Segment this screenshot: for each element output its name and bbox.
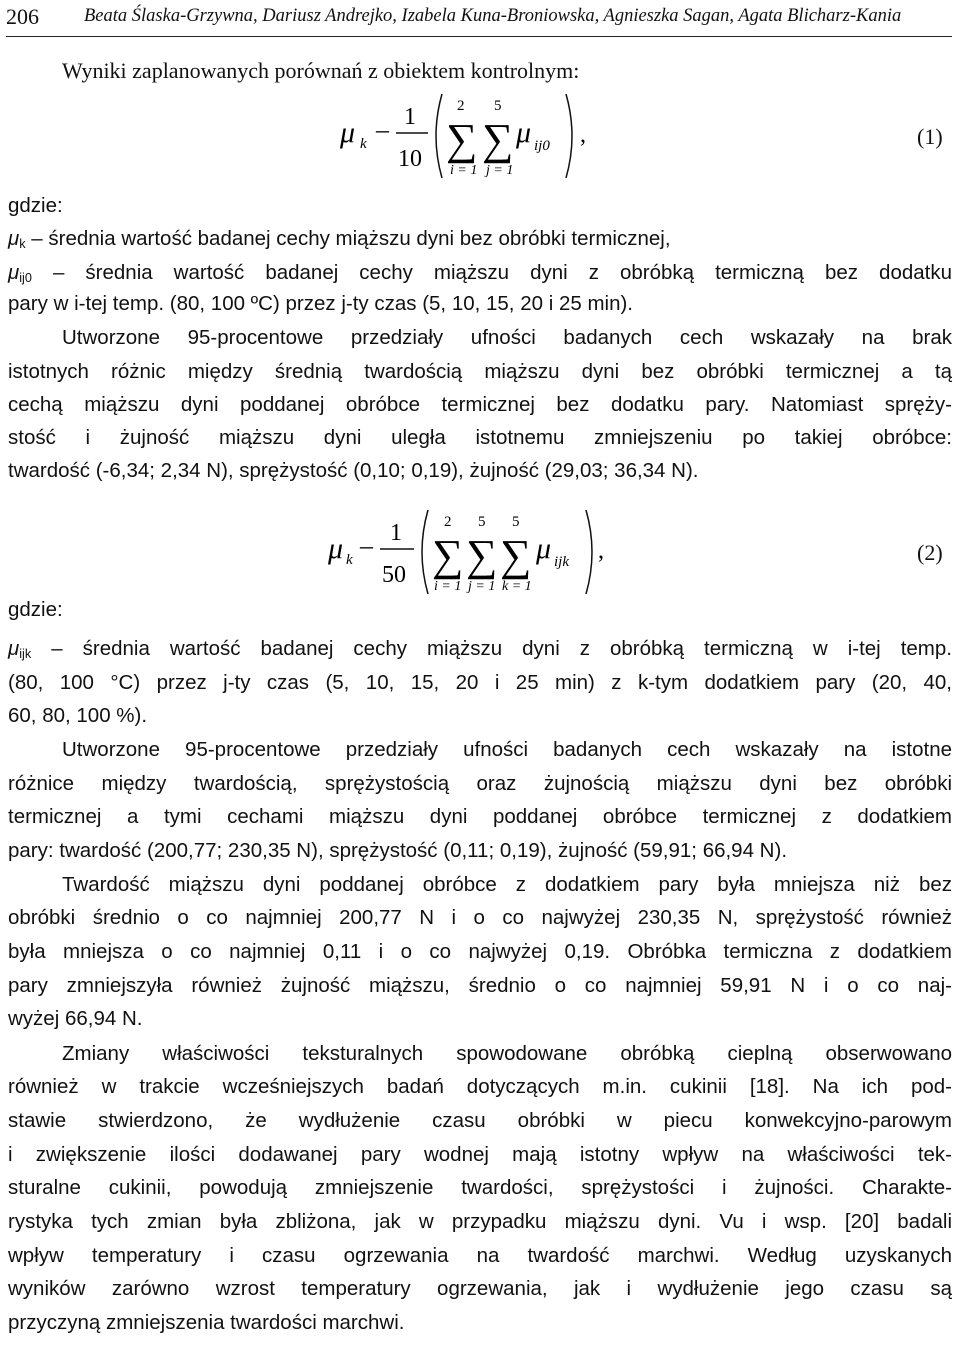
eq2-mu-inner: μ bbox=[536, 532, 552, 565]
eq2-comma: , bbox=[598, 538, 604, 564]
def-symbol-sub: k bbox=[19, 236, 26, 252]
eq2-minus: – bbox=[360, 531, 373, 560]
para2-line-3: termicznej a tymi cechami miąższu dyni poddanej obróbce termicznej z dodatkiem bbox=[8, 805, 952, 828]
para4-line-2: również w trakcie wcześniejszych badań dotyczących m.in. cukinii [18]. Na ich pod- bbox=[8, 1075, 952, 1098]
para4-line-6: rystyka tych zmian była zbliżona, jak w przypadku miąższu dyni. Vu i wsp. [20] badali bbox=[8, 1210, 952, 1233]
eq1-numerator: 1 bbox=[404, 104, 416, 130]
para4-line-1: Zmiany właściwości teksturalnych spowodowane obróbką cieplną obserwowano bbox=[62, 1042, 952, 1065]
eq2-sum-k-upper: 5 bbox=[512, 514, 520, 530]
para3-line-5: wyżej 66,94 N. bbox=[8, 1007, 143, 1030]
para4-line-3: stawie stwierdzono, że wydłużenie czasu obróbki w piecu konwekcyjno-parowym bbox=[8, 1109, 952, 1132]
eq1-right-paren bbox=[566, 94, 572, 178]
page-number: 206 bbox=[6, 4, 39, 29]
eq2-sum-i-upper: 2 bbox=[444, 514, 452, 530]
where-label-1: gdzie: bbox=[8, 194, 63, 217]
equation-2-number: (2) bbox=[917, 540, 943, 565]
eq2-denominator: 50 bbox=[382, 562, 406, 588]
para1-line-1: Utworzone 95-procentowe przedziały ufności badanych cech wskazały na brak bbox=[62, 326, 952, 349]
para3-line-1: Twardość miąższu dyni poddanej obróbce z dodatkiem pary była mniejsza niż bez bbox=[62, 873, 952, 896]
eq1-left-paren bbox=[436, 94, 442, 178]
def-symbol-sub: ijk bbox=[19, 646, 32, 662]
para3-line-2: obróbki średnio o co najmniej 200,77 N i o co najwyżej 230,35 N, sprężystość również bbox=[8, 906, 952, 929]
eq1-mu: μ bbox=[340, 116, 356, 149]
eq2-sum-k-lower: k = 1 bbox=[502, 579, 532, 594]
page-header bbox=[6, 0, 952, 37]
eq2-mu-inner-sub: ijk bbox=[554, 554, 569, 570]
def-text: – średnia wartość badanej cechy miąższu dyni bez obróbki termicznej, bbox=[25, 227, 671, 250]
eq2-mu-sub: k bbox=[346, 552, 353, 568]
eq1-sum-i-upper: 2 bbox=[457, 98, 465, 114]
intro-sentence: Wyniki zaplanowanych porównań z obiektem kontrolnym: bbox=[62, 58, 580, 83]
para4-line-7: wpływ temperatury i czasu ogrzewania na twardość marchwi. Według uzyskanych bbox=[8, 1244, 952, 1267]
eq2-sum-i: ∑ bbox=[432, 531, 464, 580]
para4-line-9: przyczyną zmniejszenia twardości marchwi. bbox=[8, 1311, 405, 1334]
para4-line-4: i zwiększenie ilości dodawanej pary wodnej mają istotny wpływ na właściwości tek- bbox=[8, 1143, 952, 1166]
eq2-left-paren bbox=[422, 510, 428, 594]
para2-line-2: różnice między twardością, sprężystością oraz żujnością miąższu dyni bez obróbki bbox=[8, 772, 952, 795]
def-symbol-sub: ij0 bbox=[19, 270, 32, 286]
para2-line-1: Utworzone 95-procentowe przedziały ufności badanych cech wskazały na istotne bbox=[62, 738, 952, 761]
eq1-mu-inner-sub: ij0 bbox=[534, 138, 550, 154]
eq1-sum-j: ∑ bbox=[482, 115, 514, 164]
definition-mu-ij0 bbox=[8, 263, 952, 285]
def-text: – średnia wartość badanej cechy miąższu dyni z obróbką termiczną w i-tej temp. bbox=[31, 637, 952, 660]
eq1-sum-i: ∑ bbox=[446, 115, 478, 164]
eq2-sum-j-upper: 5 bbox=[478, 514, 486, 530]
def-text: – średnia wartość badanej cechy miąższu dyni z obróbką termiczną bez dodatku bbox=[52, 261, 952, 284]
para2-line-4: pary: twardość (200,77; 230,35 N), sprężystość (0,11; 0,19), żujność (59,91; 66,94 N). bbox=[8, 839, 788, 862]
eq2-sum-j: ∑ bbox=[466, 531, 498, 580]
eq2-right-paren bbox=[586, 510, 592, 594]
eq1-sum-j-lower: j = 1 bbox=[486, 163, 514, 178]
para3-line-4: pary zmniejszyła również żujność miąższu, średnio o co najmniej 59,91 N i o co naj- bbox=[8, 974, 952, 997]
para4-line-8: wyników zarówno wzrost temperatury ogrzewania, jak i wydłużenie jego czasu są bbox=[8, 1277, 952, 1300]
def-symbol-mu: μ bbox=[8, 637, 20, 660]
definition-mu-ijk bbox=[8, 639, 952, 661]
def-symbol-mu: μ bbox=[8, 227, 20, 250]
eq1-mu-inner: μ bbox=[516, 116, 532, 149]
para3-line-3: była mniejsza o co najmniej 0,11 i o co najwyżej 0,19. Obróbka termiczna z dodatkiem bbox=[8, 940, 952, 963]
definition-mu-k bbox=[8, 229, 671, 251]
def-symbol-mu: μ bbox=[8, 261, 20, 284]
para4-line-5: sturalne cukinii, powodują zmniejszenie twardości, sprężystości i żujności. Charakte- bbox=[8, 1176, 952, 1199]
eq2-sum-j-lower: j = 1 bbox=[468, 579, 496, 594]
para1-line-5: twardość (-6,34; 2,34 N), sprężystość (0,10; 0,19), żujność (29,03; 36,34 N). bbox=[8, 459, 699, 482]
definition-ijk-continuation-1: (80, 100 °C) przez j-ty czas (5, 10, 15, 20 i 25 min) z k-tym dodatkiem pary (20, 40, bbox=[8, 671, 952, 694]
eq2-sum-i-lower: i = 1 bbox=[434, 579, 462, 594]
equation-2 bbox=[318, 504, 618, 602]
definition-ijk-continuation-2: 60, 80, 100 %). bbox=[8, 704, 148, 727]
eq1-sum-j-upper: 5 bbox=[494, 98, 502, 114]
eq2-numerator: 1 bbox=[390, 520, 402, 546]
para1-line-4: stość i żujność miąższu dyni uległa istotnemu zmniejszeniu po takiej obróbce: bbox=[8, 426, 952, 449]
where-label-2: gdzie: bbox=[8, 598, 63, 621]
eq1-minus: – bbox=[376, 115, 389, 144]
eq1-denominator: 10 bbox=[398, 146, 422, 172]
para1-line-3: cechą miąższu dyni poddanej obróbce termicznej bez dodatku pary. Natomiast spręży- bbox=[8, 393, 952, 416]
eq1-comma: , bbox=[580, 122, 586, 148]
eq2-mu: μ bbox=[328, 532, 344, 565]
equation-1-number: (1) bbox=[917, 124, 943, 149]
equation-1 bbox=[330, 88, 610, 186]
running-head-authors: Beata Ślaska-Grzywna, Dariusz Andrejko, Izabela Kuna-Broniowska, Agnieszka Sagan, Agata Blicharz-Kania bbox=[84, 6, 902, 26]
eq1-mu-sub: k bbox=[360, 136, 367, 152]
eq1-sum-i-lower: i = 1 bbox=[450, 163, 478, 178]
definition-continuation: pary w i-tej temp. (80, 100 ºC) przez j-ty czas (5, 10, 15, 20 i 25 min). bbox=[8, 292, 633, 315]
eq2-sum-k: ∑ bbox=[500, 531, 532, 580]
para1-line-2: istotnych różnic między średnią twardością miąższu dyni bez obróbki termicznej a tą bbox=[8, 360, 952, 383]
